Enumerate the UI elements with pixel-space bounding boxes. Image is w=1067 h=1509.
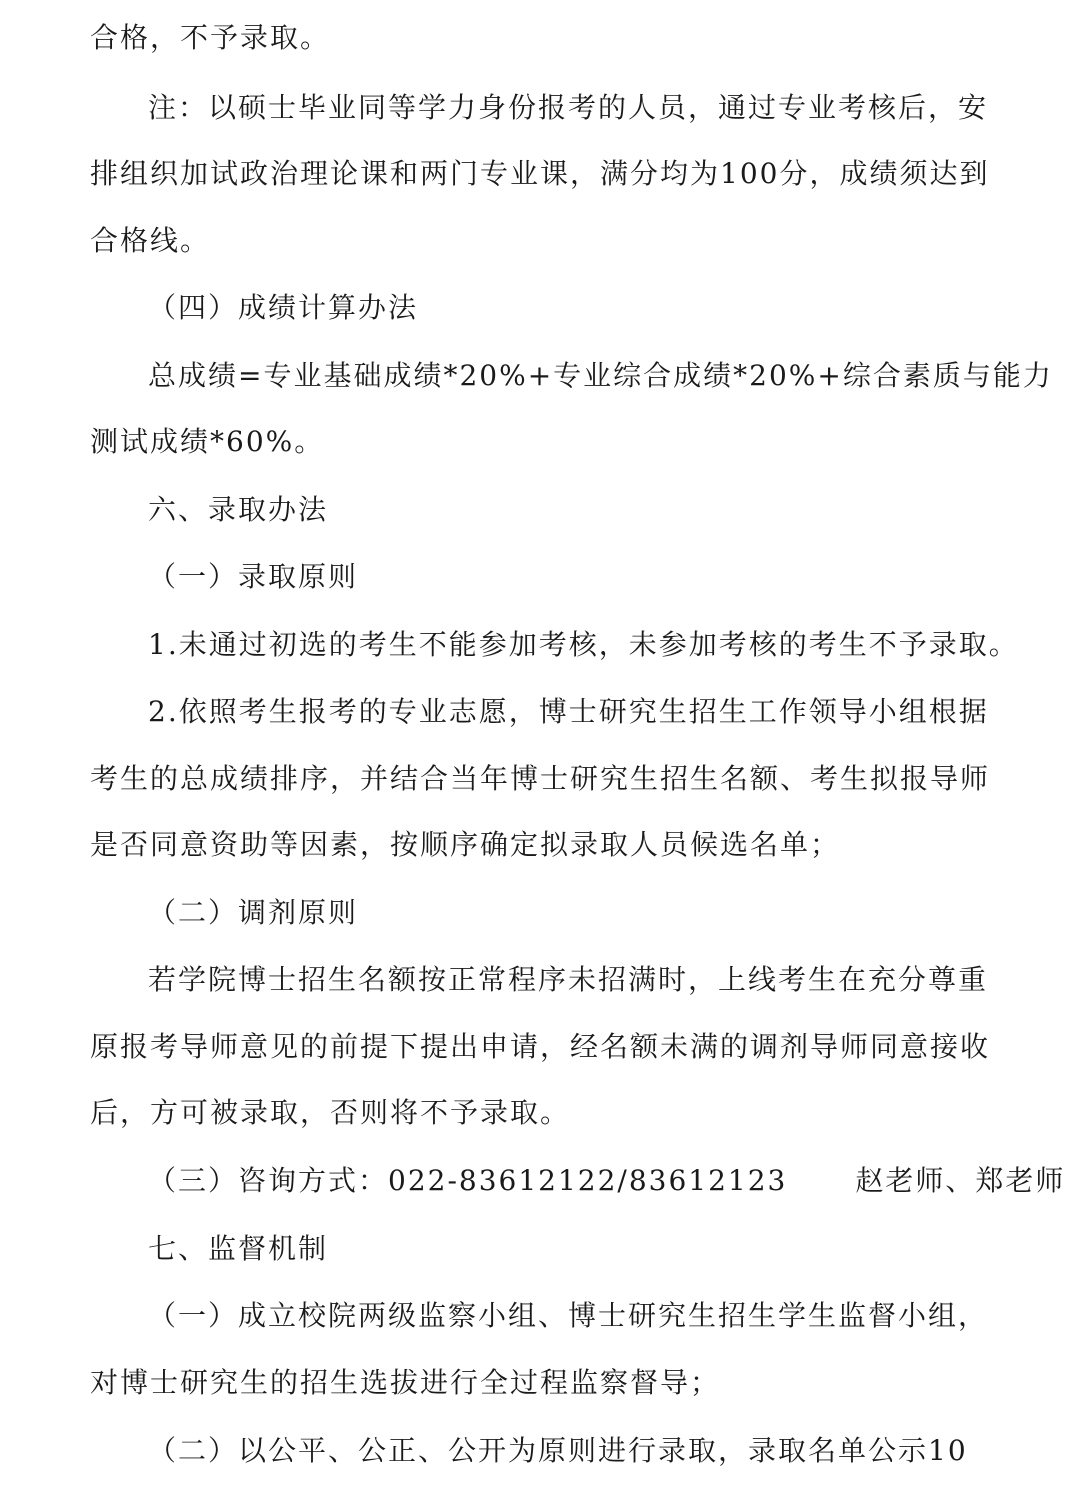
paragraph-line: 是否同意资助等因素，按顺序确定拟录取人员候选名单； — [90, 828, 841, 861]
section-heading: （一）录取原则 — [148, 560, 359, 593]
paragraph-line: 总成绩=专业基础成绩*20%+专业综合成绩*20%+综合素质与能力 — [148, 359, 1053, 392]
paragraph-line: 原报考导师意见的前提下提出申请，经名额未满的调剂导师同意接收 — [90, 1030, 991, 1063]
paragraph-line: 测试成绩*60%。 — [90, 425, 325, 458]
paragraph-line: 2.依照考生报考的专业志愿，博士研究生招生工作领导小组根据 — [148, 695, 989, 728]
paragraph-line: 注：以硕士毕业同等学力身份报考的人员，通过专业考核后，安 — [148, 91, 989, 124]
section-heading: 七、监督机制 — [148, 1232, 329, 1265]
paragraph-line: 对博士研究生的招生选拔进行全过程监察督导； — [90, 1366, 721, 1399]
section-heading: （二）调剂原则 — [148, 896, 359, 929]
section-heading: 六、录取办法 — [148, 493, 329, 526]
section-heading: （四）成绩计算办法 — [148, 291, 419, 324]
paragraph-line: 1.未通过初选的考生不能参加考核，未参加考核的考生不予录取。 — [148, 628, 1019, 661]
paragraph-line: （一）成立校院两级监察小组、博士研究生招生学生监督小组， — [148, 1299, 989, 1332]
paragraph-line: 合格，不予录取。 — [90, 21, 331, 54]
paragraph-line: 若学院博士招生名额按正常程序未招满时，上线考生在充分尊重 — [148, 963, 989, 996]
paragraph-line: 排组织加试政治理论课和两门专业课，满分均为100分，成绩须达到 — [90, 157, 990, 190]
contact-teachers: 赵老师、郑老师 — [855, 1164, 1066, 1197]
paragraph-line: 后，方可被录取，否则将不予录取。 — [90, 1096, 571, 1129]
contact-label: （三）咨询方式：022-83612122/83612123 — [148, 1164, 788, 1197]
contact-line — [148, 1161, 1065, 1201]
paragraph-line: 合格线。 — [90, 224, 211, 257]
paragraph-line: 考生的总成绩排序，并结合当年博士研究生招生名额、考生拟报导师 — [90, 762, 991, 795]
paragraph-line: （二）以公平、公正、公开为原则进行录取，录取名单公示10 — [148, 1434, 968, 1467]
